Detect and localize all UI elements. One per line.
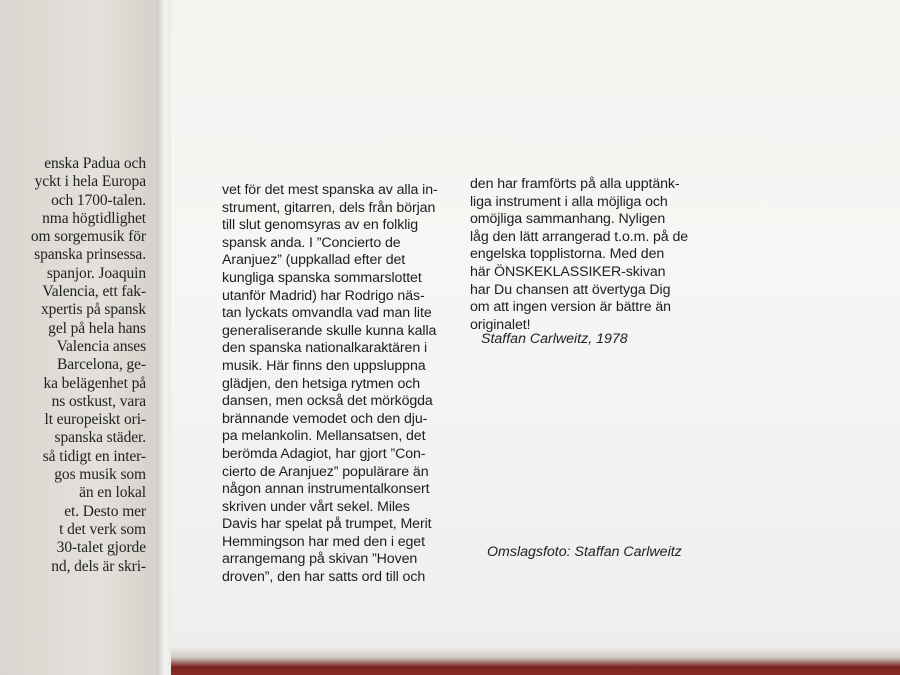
text-line: spanjor. Joaquin: [46, 264, 146, 282]
text-line: skriven under vårt sekel. Miles: [222, 498, 410, 515]
text-line: än en lokal: [79, 484, 146, 502]
page-bottom-edge: [168, 648, 900, 675]
text-line: spanska prinsessa.: [34, 246, 146, 264]
text-line: till slut genomsyras av en folklig: [222, 217, 419, 234]
text-line: nma högtidlighet: [42, 209, 146, 227]
text-line: pa melankolin. Mellansatsen, det: [222, 428, 426, 445]
text-line: och 1700-talen.: [51, 191, 146, 209]
author-signature: Staffan Carlweitz, 1978: [481, 331, 628, 347]
photo-credit: Omslagsfoto: Staffan Carlweitz: [487, 544, 682, 560]
text-line: xpertis på spansk: [40, 301, 146, 319]
text-line: gel på hela hans: [48, 319, 146, 337]
text-line: dansen, men också det mörkögda: [222, 393, 433, 410]
text-line: Valencia anses: [56, 337, 146, 355]
text-line: cierto de Aranjuez” populärare än: [222, 463, 429, 480]
text-line: så tidigt en inter-: [42, 447, 146, 465]
text-line: utanför Madrid) har Rodrigo näs-: [222, 287, 425, 304]
right-text-column: [470, 176, 688, 334]
text-line: et. Desto mer: [64, 502, 146, 520]
text-line: spanska städer.: [54, 429, 146, 447]
text-line: kungliga spanska sommarslottet: [222, 269, 422, 286]
text-line: har Du chansen att övertyga Dig: [470, 281, 671, 298]
text-line: låg den lätt arrangerad t.o.m. på de: [470, 228, 689, 245]
text-line: omöjliga sammanhang. Nyligen: [470, 211, 666, 228]
text-line: om att ingen version är bättre än: [470, 299, 671, 316]
text-line: liga instrument i alla möjliga och: [470, 193, 668, 210]
text-line: strument, gitarren, dels från början: [222, 199, 436, 216]
text-line: berömda Adagiot, har gjort ”Con-: [222, 445, 426, 462]
text-line: t det verk som: [59, 520, 146, 538]
text-line: 30-talet gjorde: [56, 539, 146, 557]
text-line: arrangemang på skivan ”Hoven: [222, 551, 418, 568]
booklet-fold: [157, 0, 171, 675]
text-line: yckt i hela Europa: [34, 173, 146, 191]
middle-text-column: [222, 182, 438, 587]
text-line: någon annan instrumentalkonsert: [222, 481, 430, 498]
text-line: Aranjuez” (uppkallad efter det: [222, 252, 406, 269]
text-line: glädjen, den hetsiga rytmen och: [222, 375, 421, 392]
text-line: musik. Här finns den uppsluppna: [222, 357, 426, 374]
text-line: den spanska nationalkaraktären i: [222, 340, 428, 357]
text-line: brännande vemodet och den dju-: [222, 410, 428, 427]
text-line: generaliserande skulle kunna kalla: [222, 322, 437, 339]
text-line: lt europeiskt ori-: [44, 411, 146, 429]
text-line: vet för det mest spanska av alla in-: [222, 182, 438, 198]
text-line: nd, dels är skri-: [51, 557, 146, 575]
text-line: här ÖNSKEKLASSIKER-skivan: [470, 263, 666, 280]
text-line: om sorgemusik för: [30, 228, 146, 246]
text-line: droven”, den har satts ord till och: [222, 569, 426, 586]
left-page: [0, 0, 165, 675]
text-line: engelska topplistorna. Med den: [470, 246, 665, 263]
text-line: den har framförts på alla upptänk-: [470, 176, 680, 192]
left-text-column: [0, 155, 146, 576]
text-line: gos musik som: [54, 466, 146, 484]
text-line: enska Padua och: [44, 155, 146, 172]
text-line: originalet!: [470, 316, 531, 333]
text-line: Barcelona, ge-: [57, 356, 146, 374]
text-line: ka belägenhet på: [43, 374, 146, 392]
text-line: Davis har spelat på trumpet, Merit: [222, 516, 432, 533]
text-line: spansk anda. I ”Concierto de: [222, 234, 401, 251]
text-line: Valencia, ett fak-: [42, 283, 146, 301]
text-line: ns ostkust, vara: [51, 392, 146, 410]
text-line: tan lyckats omvandla vad man lite: [222, 305, 432, 322]
text-line: Hemmingson har med den i eget: [222, 533, 425, 550]
